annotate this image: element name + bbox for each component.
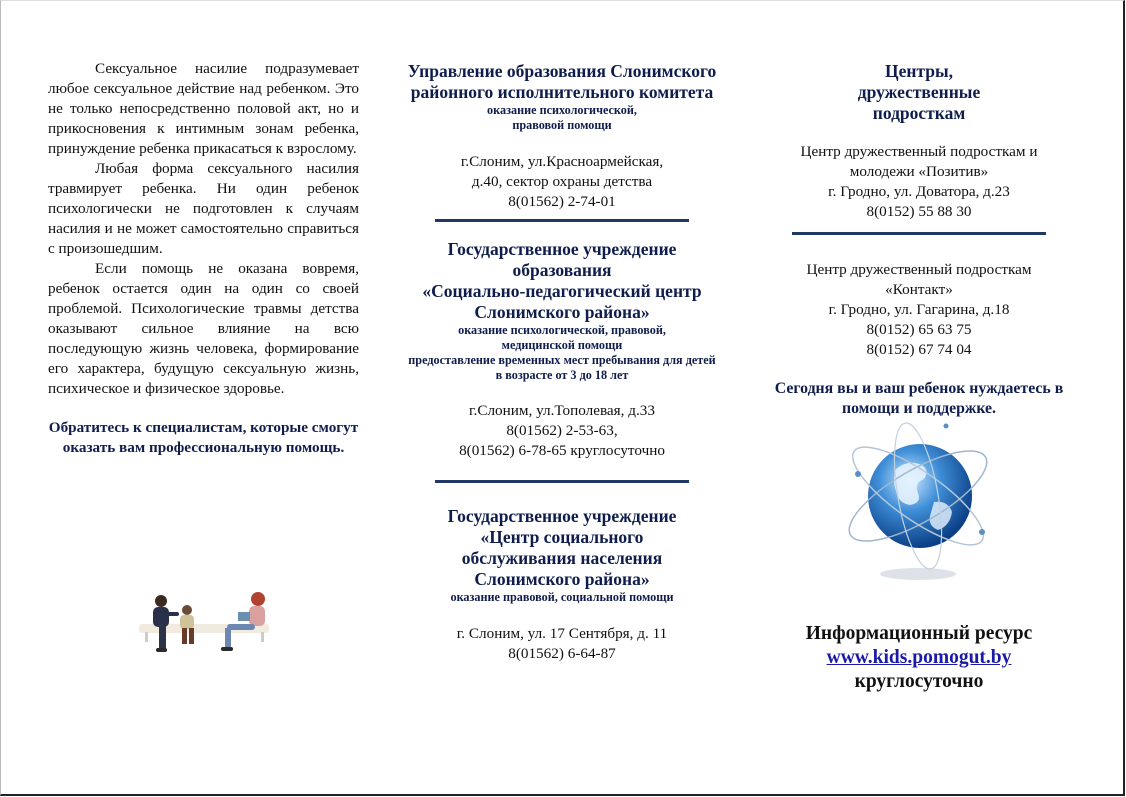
- org2-address: г.Слоним, ул.Тополевая, д.33: [469, 402, 655, 419]
- org3-phone: 8(01562) 6-64-87: [508, 645, 616, 662]
- org2-services-medical: оказание психологической, правовой, медицинской помощи: [458, 323, 666, 352]
- org3-address: г. Слоним, ул. 17 Сентября, д. 11: [456, 625, 668, 642]
- resource-hours: круглосуточно: [854, 671, 984, 692]
- teen-centers-title: Центры, дружественные подросткам: [857, 61, 981, 123]
- divider-3: [792, 232, 1046, 235]
- paragraph-consequences: Если помощь не оказана вовремя, ребенок остается один на один со своей проблемой. Психологические травмы детства оказывают сильное влияние на всю последующую жизнь человека, формирование его характера, будущую сексуальную жизнь, психическое и физическое здоровье.: [48, 260, 359, 397]
- center2-address: г. Гродно, ул. Гагарина, д.18: [828, 301, 1010, 318]
- resource-title: Информационный ресурс: [805, 623, 1033, 644]
- org1-address-line1: г.Слоним, ул.Красноармейская,: [460, 153, 664, 170]
- right-panel: [763, 61, 1075, 694]
- org3-title-line1: Государственное учреждение: [447, 506, 677, 526]
- divider-2: [435, 480, 689, 483]
- org-social-pedagogical-center: [406, 239, 718, 461]
- resource-link[interactable]: www.kids.pomogut.by: [826, 647, 1012, 668]
- org3-services: оказание правовой, социальной помощи: [450, 590, 674, 604]
- org2-services-shelter: предоставление временных мест пребывания для детей в возрасте от 3 до 18 лет: [408, 353, 716, 382]
- support-message: Сегодня вы и ваш ребенок нуждаетесь в помощи и поддержке.: [774, 380, 1064, 417]
- org1-phone: 8(01562) 2-74-01: [508, 193, 616, 210]
- center2-name-line2: «Контакт»: [885, 281, 953, 298]
- left-panel: [48, 59, 359, 473]
- org1-address-line2: д.40, сектор охраны детства: [471, 173, 653, 190]
- paragraph-definition: Сексуальное насилие подразумевает любое сексуальное действие над ребенком. Это не только непосредственно половой акт, но и прикосновения к интимным зонам ребенка, принуждение ребенка прикасаться к взрослому.: [48, 60, 359, 157]
- center1-name-line2: молодежи «Позитив»: [849, 163, 989, 180]
- center1-name-line1: Центр дружественный подросткам и: [800, 143, 1038, 160]
- org2-phone1: 8(01562) 2-53-63,: [506, 422, 618, 439]
- org2-title-line2: «Социально-педагогический центр Слонимского района»: [422, 281, 702, 322]
- center2-phone1: 8(0152) 65 63 75: [866, 321, 972, 338]
- org2-phone2: 8(01562) 6-78-65 круглосуточно: [459, 442, 665, 459]
- call-to-action: Обратитесь к специалистам, которые смогут оказать вам профессиональную помощь.: [48, 419, 359, 456]
- org3-title-line2: «Центр социального обслуживания населения Слонимского района»: [461, 527, 663, 589]
- counseling-session-illustration: [119, 584, 289, 659]
- globe-icon: [838, 414, 998, 584]
- org-education-department: [406, 61, 718, 212]
- center2-phone2: 8(0152) 67 74 04: [866, 341, 972, 358]
- center2-name-line1: Центр дружественный подросткам: [806, 261, 1032, 278]
- org1-services: оказание психологической, правовой помощи: [487, 103, 637, 132]
- center-positiv: [763, 142, 1075, 222]
- divider-1: [435, 219, 689, 222]
- org-social-services-center: [406, 506, 718, 664]
- center1-address: г. Гродно, ул. Доватора, д.23: [828, 183, 1010, 200]
- org2-title-line1: Государственное учреждение образования: [447, 239, 677, 280]
- middle-panel: [406, 61, 718, 664]
- org1-title: Управление образования Слонимского районного исполнительного комитета: [407, 61, 717, 102]
- center1-phone: 8(0152) 55 88 30: [866, 203, 972, 220]
- paragraph-trauma: Любая форма сексуального насилия травмирует ребенка. Ни один ребенок психологически не подготовлен к случаям насилия и не может самостоятельно справиться с произошедшим.: [48, 160, 359, 257]
- center-kontakt: [763, 260, 1075, 360]
